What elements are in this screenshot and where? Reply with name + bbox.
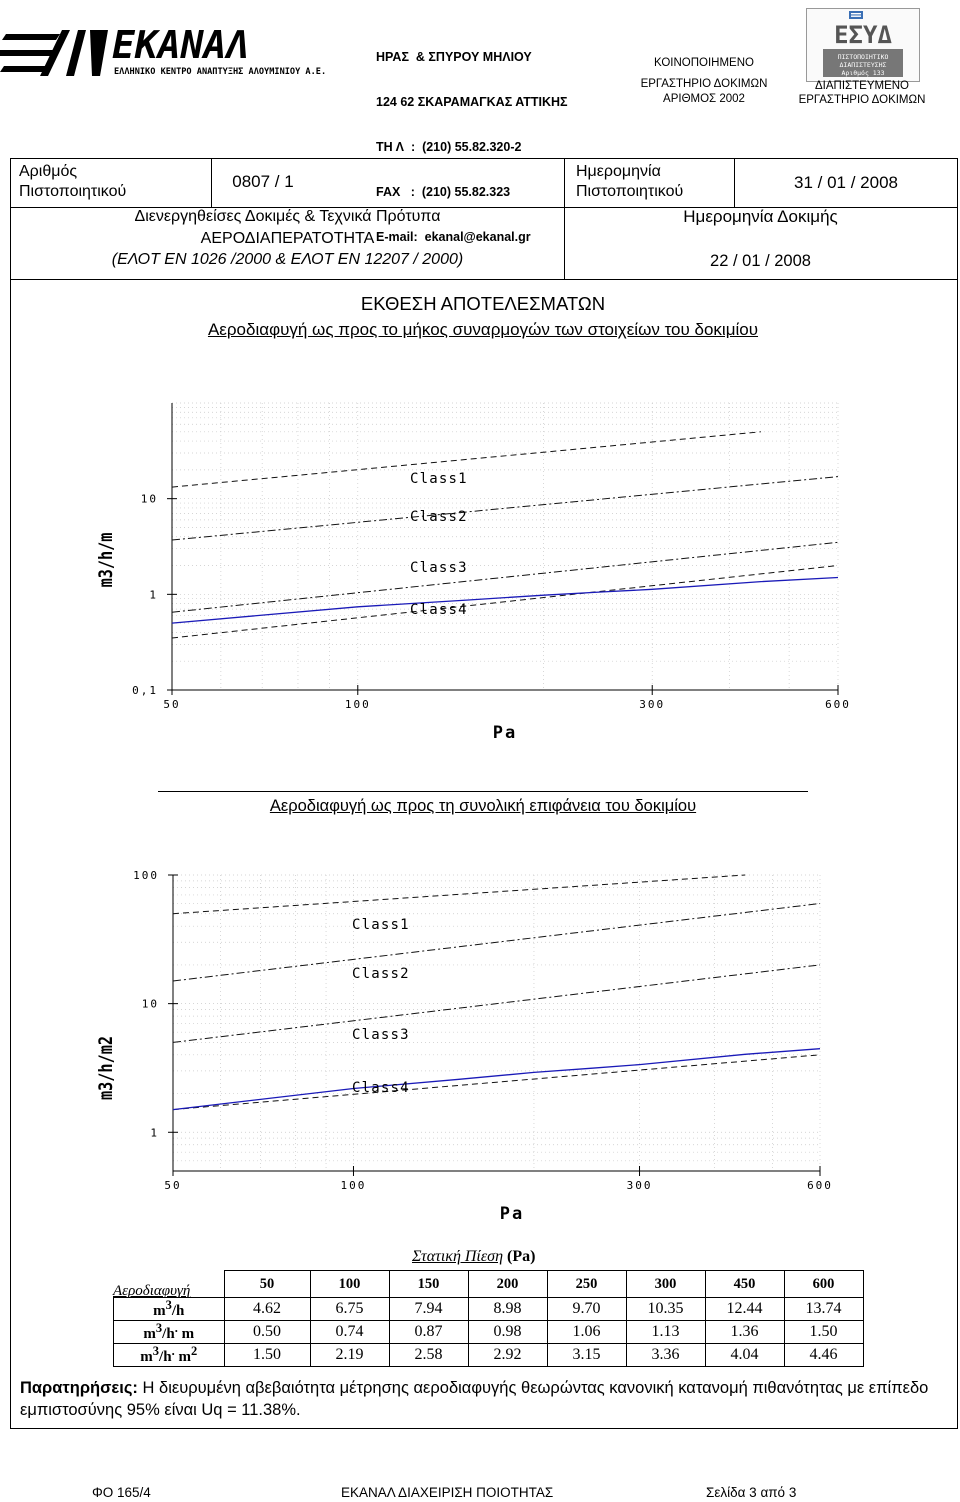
report-subtitle-length: Αεροδιαφυγή ως προς το μήκος συναρμογών των στοιχείων του δοκιμίου (207, 320, 759, 339)
results-table (113, 1270, 864, 1367)
y-tick-label: 0,1 (132, 684, 158, 697)
accredited-line: ΔΙΑΠΙΣΤΕΥΜΕΝΟ (814, 80, 910, 92)
series-line-4 (173, 1055, 820, 1110)
series-line-2 (173, 904, 820, 982)
y-tick-label: 10 (141, 997, 159, 1011)
cert-number-label-line: Πιστοποιητικού (19, 183, 127, 200)
cert-number: 0807 / 1 (232, 172, 294, 191)
cert-date: 31 / 01 / 2008 (794, 173, 898, 192)
y-tick-label: 10 (140, 492, 158, 506)
x-tick-label: 50 (163, 698, 181, 711)
accredited-line: ΕΡΓΑΣΤΗΡΙΟ ΔΟΚΙΜΩΝ (798, 94, 926, 106)
value-cell: 7.94 (389, 1298, 468, 1321)
phone-line: ΤΗ Λ : (210) 55.82.320-2 (376, 140, 522, 154)
chart-leakage-per-length (80, 385, 860, 760)
report-subtitle-area: Αεροδιαφυγή ως προς τη συνολική επιφάνεια του δοκιμίου (269, 797, 697, 815)
x-tick-label: 300 (626, 1179, 653, 1192)
table-row (114, 1344, 864, 1367)
pressure-header: 300 (626, 1271, 705, 1298)
notified-line: ΑΡΙΘΜΟΣ 2002 (663, 93, 745, 105)
pressure-header: 600 (784, 1271, 863, 1298)
value-cell: 1.36 (705, 1321, 784, 1344)
remarks-label: Παρατηρήσεις: (20, 1379, 138, 1397)
value-cell: 2.58 (389, 1344, 468, 1367)
remarks (20, 1377, 940, 1421)
divider (158, 791, 808, 792)
footer-quality: ΕΚΑΝΑΛ ΔΙΑΧΕΙΡΙΣΗ ΠΟΙΟΤΗΤΑΣ (341, 1485, 554, 1500)
email-line: E-mail: ekanal@ekanal.gr (376, 230, 531, 244)
series-line-5 (173, 1049, 820, 1110)
tests-label: Διενεργηθείσες Δοκιμές & Τεχνικά Πρότυπα (134, 208, 441, 225)
y-axis-label: m3/h/m2 (95, 1036, 118, 1100)
series-line-2 (172, 477, 838, 540)
report-title: ΕΚΘΕΣΗ ΑΠΟΤΕΛΕΣΜΑΤΩΝ (360, 293, 606, 314)
cert-number-label-line: Αριθμός (19, 163, 78, 180)
value-cell: 0.50 (224, 1321, 310, 1344)
value-cell: 4.46 (784, 1344, 863, 1367)
ekanal-logo (0, 16, 330, 86)
class-label: Class4 (352, 1080, 410, 1096)
value-cell: 2.19 (310, 1344, 389, 1367)
esyd-accreditation-logo (806, 8, 920, 82)
accredited-lab-label (790, 79, 934, 107)
x-tick-label: 100 (340, 1179, 367, 1192)
x-tick-label: 50 (164, 1179, 182, 1192)
address-line: ΗΡΑΣ & ΣΠΥΡΟΥ ΜΗΛΙΟΥ (376, 50, 532, 64)
certificate-info-table (10, 158, 958, 280)
unit-cell: $m^3/h^.$ m (114, 1321, 225, 1344)
x-axis-label: Pa (492, 723, 518, 743)
esyd-line: Αριθμός 133 (841, 69, 885, 77)
value-cell: 9.70 (547, 1298, 626, 1321)
test-date-label: Ημερομηνία Δοκιμής (683, 207, 838, 226)
value-cell: 0.87 (389, 1321, 468, 1344)
table-row (114, 1298, 864, 1321)
esyd-line: ΔΙΑΠΙΣΤΕΥΣΗΣ (839, 61, 887, 69)
value-cell: 3.36 (626, 1344, 705, 1367)
esyd-line: ΠΙΣΤΟΠΟΙΗΤΙΚΟ (837, 53, 889, 61)
pressure-header: 150 (389, 1271, 468, 1298)
x-tick-label: 600 (825, 698, 851, 711)
x-tick-label: 100 (344, 698, 371, 711)
class-label: Class3 (410, 560, 468, 576)
cert-date-label (576, 162, 683, 202)
notified-line: ΚΟΙΝΟΠΟΙΗΜΕΝΟ (654, 57, 754, 69)
value-cell: 1.50 (784, 1321, 863, 1344)
address-line: 124 62 ΣΚΑΡΑΜΑΓΚΑΣ ΑΤΤΙΚΗΣ (376, 95, 568, 109)
value-cell: 4.62 (224, 1298, 310, 1321)
y-axis-label: m3/h/m (95, 532, 118, 588)
notified-line: ΕΡΓΑΣΤΗΡΙΟ ΔΟΚΙΜΩΝ (640, 78, 768, 90)
static-pressure-label (412, 1248, 535, 1266)
class-label: Class2 (352, 966, 410, 982)
unit-cell: $m^3/h$ (114, 1298, 225, 1321)
standards: (ΕΛΟΤ ΕΝ 1026 /2000 & ΕΛΟΤ ΕΝ 12207 / 2000) (111, 251, 464, 268)
logo-tagline: ΕΛΛΗΝΙΚΟ ΚΕΝΤΡΟ ΑΝΑΠΤΥΞΗΣ ΑΛΟΥΜΙΝΙΟΥ Α.Ε. (114, 67, 327, 77)
cert-number-label (19, 162, 126, 202)
y-tick-label: 1 (150, 1126, 159, 1140)
value-cell: 1.06 (547, 1321, 626, 1344)
x-tick-label: 300 (639, 698, 666, 711)
cert-date-label-line: Ημερομηνία (576, 163, 661, 180)
leakage-label: Αεροδιαφυγή (113, 1283, 191, 1299)
series-line-1 (173, 875, 745, 914)
y-tick-label: 100 (133, 869, 159, 882)
pressure-header: 50 (224, 1271, 310, 1298)
class-label: Class1 (352, 917, 410, 933)
x-axis-label: Pa (499, 1204, 525, 1224)
series-line-3 (173, 965, 820, 1043)
footer-page-number: Σελίδα 3 από 3 (706, 1485, 797, 1500)
value-cell: 3.15 (547, 1344, 626, 1367)
test-date: 22 / 01 / 2008 (710, 252, 811, 270)
table-row (114, 1321, 864, 1344)
logo-wordmark: EKANAΛ (112, 23, 250, 67)
y-tick-label: 1 (149, 588, 158, 602)
fax-line: FAX : (210) 55.82.323 (376, 185, 511, 199)
test-name: ΑΕΡΟΔΙΑΠΕΡΑΤΟΤΗΤΑ (200, 230, 375, 247)
static-pressure-unit: (Pa) (507, 1248, 536, 1265)
table-corner (114, 1271, 225, 1298)
value-cell: 4.04 (705, 1344, 784, 1367)
value-cell: 0.98 (468, 1321, 547, 1344)
footer-form-code: ΦΟ 165/4 (92, 1485, 151, 1500)
value-cell: 1.13 (626, 1321, 705, 1344)
notified-lab-label (624, 56, 784, 107)
pressure-header: 450 (705, 1271, 784, 1298)
unit-cell: $m^3/h^.$ $m^2$ (114, 1344, 225, 1367)
value-cell: 6.75 (310, 1298, 389, 1321)
value-cell: 12.44 (705, 1298, 784, 1321)
value-cell: 13.74 (784, 1298, 863, 1321)
value-cell: 0.74 (310, 1321, 389, 1344)
value-cell: 1.50 (224, 1344, 310, 1367)
value-cell: 10.35 (626, 1298, 705, 1321)
chart-leakage-per-area (80, 855, 860, 1235)
class-label: Class2 (410, 509, 468, 525)
esyd-logo-text: ΕΣΥΔ (834, 21, 892, 49)
static-pressure-text: Στατική Πίεση (412, 1248, 504, 1265)
value-cell: 8.98 (468, 1298, 547, 1321)
class-label: Class3 (352, 1027, 410, 1043)
class-label: Class1 (410, 471, 468, 487)
pressure-header: 100 (310, 1271, 389, 1298)
remarks-text: Η διευρυμένη αβεβαιότητα μέτρησης αεροδιαφυγής θεωρώντας κανονική κατανομή πιθανότητας με επίπεδο εμπιστοσύνης 95% είναι Uq = 11.38%. (20, 1379, 929, 1419)
cert-date-label-line: Πιστοποιητικού (576, 183, 684, 200)
series-line-5 (172, 578, 838, 624)
pressure-header: 200 (468, 1271, 547, 1298)
x-tick-label: 600 (807, 1179, 833, 1192)
pressure-header: 250 (547, 1271, 626, 1298)
class-label: Class4 (410, 602, 468, 618)
value-cell: 2.92 (468, 1344, 547, 1367)
